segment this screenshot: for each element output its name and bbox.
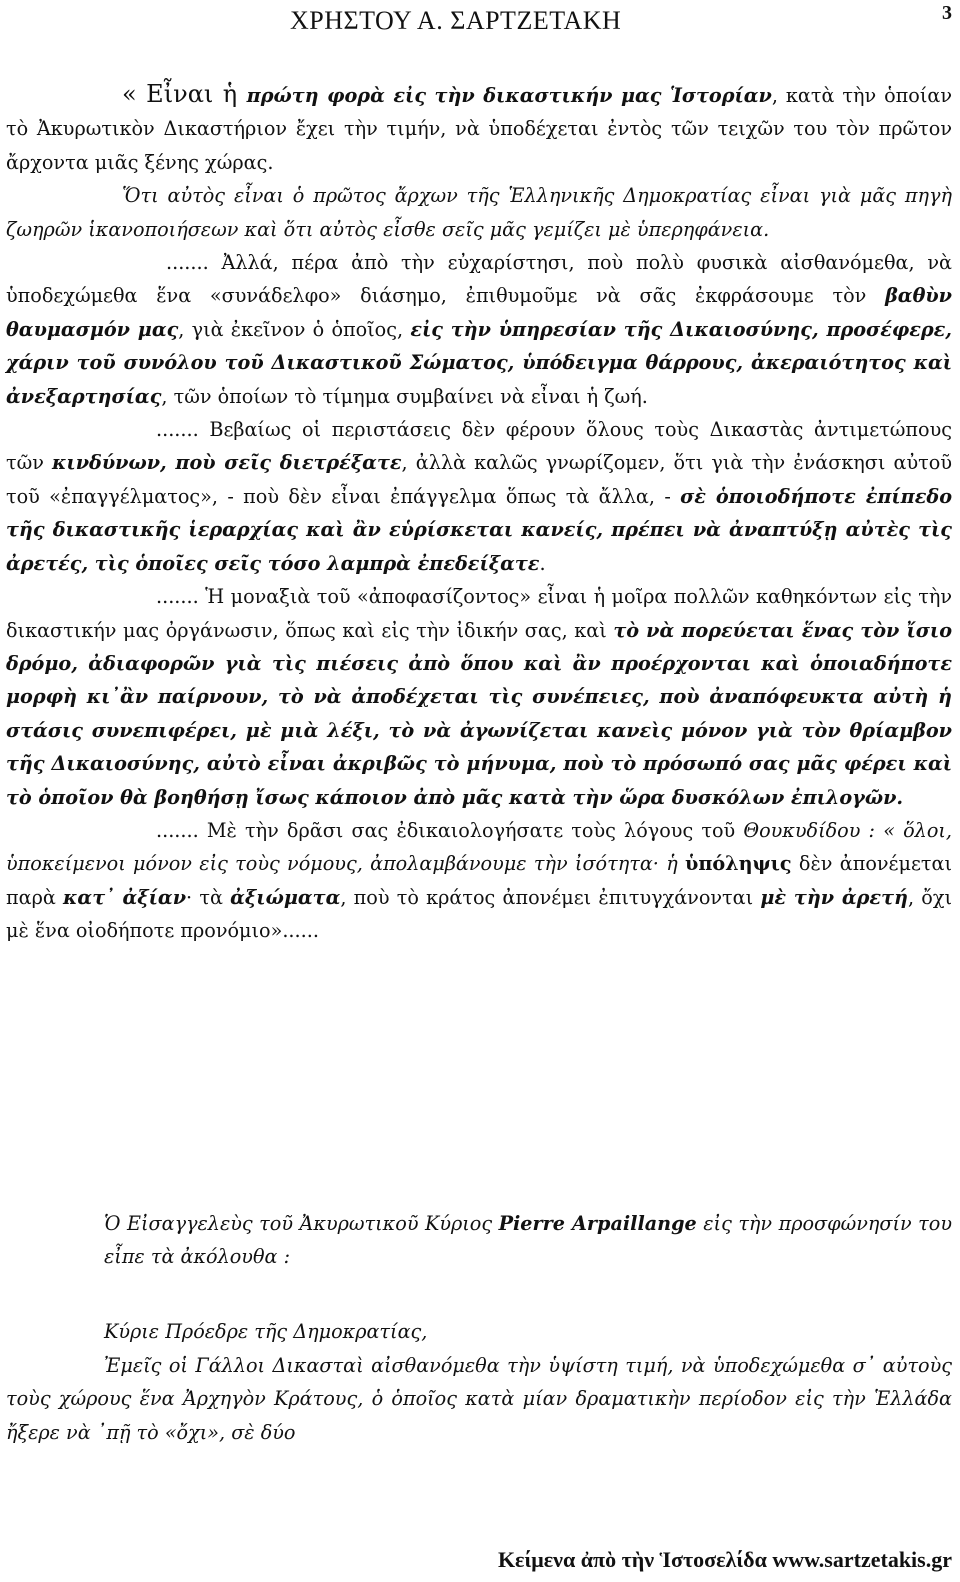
text-run: ....... Μὲ τὴν δρᾶσι σας ἐδικαιολογήσατε τοὺς λόγους τοῦ [156,818,744,842]
text-run: ....... Βεβαίως οἱ περιστάσεις δὲν φέρουν ὅλους τοὺς Δικαστὰς ἀντιμετώπους τῶν [6,418,952,475]
quote-text: Θουκυδίδου : « ὅλοι, ὑποκείμενοι μόνον εἰς τοὺς νόμους, ἀπολαμβάνουμε τὴν ἰσότητα· ἡ [6,818,952,876]
emphasis-text: ἀξιώματα [230,885,341,909]
paragraph-2: Ὅτι αὐτὸς εἶναι ὁ πρῶτος ἄρχων τῆς Ἑλληνικῆς Δημοκρατίας εἶναι γιὰ μᾶς πηγὴ ζωηρῶν ἱκανοποιήσεων καὶ ὅτι αὐτὸς εἶσθε σεῖς μᾶς γεμίζει μὲ ὑπερηφάνεια. [6,184,952,241]
document-body [6,78,952,948]
text-run: , ἀλλὰ καλῶς γνωρίζομεν, ὅτι γιὰ τὴν ἐνάσκησι αὐτοῦ τοῦ «ἐπαγγέλματος», - ποὺ δὲν εἶναι ἐπάγγελμα ὅπως τὰ ἄλλα, - [6,451,952,508]
text-run: · τὰ [186,885,231,909]
text-run: , κατὰ τὴν ὁποίαν τὸ Ἀκυρωτικὸν Δικαστήριον ἔχει τὴν τιμήν, νὰ ὑποδέχεται ἐντὸς τῶν τειχῶν του τὸν πρῶτον ἄρχοντα μιᾶς ξένης χώρας. [6,84,952,174]
text-run: « Εἶναι ἡ [122,80,247,108]
emphasis-text: σὲ ὁποιοδήποτε ἐπίπεδο τῆς δικαστικῆς ἱεραρχίας καὶ ἂν εὑρίσκεται κανείς, πρέπει νὰ ἀναπτύξῃ αὐτὲς τὶς ἀρετές, τὶς ὁποῖες σεῖς τόσο λαμπρὰ ἐπεδείξατε [6,484,952,575]
page-number: 3 [942,2,952,24]
emphasis-text: κινδύνων, ποὺ σεῖς διετρέξατε [52,451,402,475]
speech-intro [104,1207,952,1274]
text-run: ....... Ἀλλά, πέρα ἀπὸ τὴν εὐχαρίστησι, ποὺ πολὺ φυσικὰ αἰσθανόμεθα, νὰ ὑποδεχώμεθα ἕνα «συνάδελφο» διάσημο, ἐπιθυμοῦμε νὰ σᾶς ἐκφράσουμε τὸν [6,251,952,308]
page-footer: Κείμενα ἀπὸ τὴν Ἱστοσελίδα www.sartzetakis.gr [497,1547,952,1572]
text-run: , ὄχι μὲ ἕνα οἰοδήποτε προνόμιο»...... [6,885,953,943]
emphasis-text: εἰς τὴν ὑπηρεσίαν τῆς Δικαιοσύνης, προσέφερε, χάριν τοῦ συνόλου τοῦ Δικαστικοῦ Σώματος, ὑπόδειγμα θάρρους, ἀκεραιότητος καὶ ἀνεξαρτησίας [6,317,952,408]
text-run: , γιὰ ἐκεῖνον ὁ ὁποῖος, [178,317,411,341]
emphasis-text: τὸ νὰ πορεύεται ἕνας τὸν ἴσιο δρόμο, ἀδιαφορῶν γιὰ τὶς πιέσεις ἀπὸ ὅπου καὶ ἂν προέρχονται καὶ ὁποιαδήποτε μορφὴ κι᾽ἂν παίρνουν, τὸ νὰ ἀποδέχεται τὶς συνέπειες, ποὺ ἀναπόφευκτα αὐτὴ ἡ στάσις συνεπιφέρει, μὲ μιὰ λέξι, τὸ νὰ ἀγωνίζεται κανεὶς μόνον γιὰ τὸν θρίαμβον τῆς Δικαιοσύνης, αὐτὸ εἶναι ἀκριβῶς τὸ μήνυμα, ποὺ τὸ πρόσωπό σας μᾶς φέρει καὶ τὸ ὁποῖον θὰ βοηθήσῃ ἴσως κάποιον ἀπὸ μᾶς κατὰ τὴν ὥρα δυσκόλων ἐπιλογῶν. [6,618,952,809]
salutation: Κύριε Πρόεδρε τῆς Δημοκρατίας, [104,1320,428,1343]
emphasis-text: βαθὺν θαυμασμόν μας [6,284,952,341]
paragraph-6 [6,814,952,948]
text-run: , ποὺ τὸ κράτος ἀπονέμει ἐπιτυγχάνονται [340,885,761,909]
emphasis-text: μὲ τὴν ἀρετή [760,885,908,909]
text-run: , τῶν ὁποίων τὸ τίμημα συμβαίνει νὰ εἶναι ἡ ζωή. [161,384,648,408]
paragraph-5 [6,580,952,814]
text-run: δὲν ἀπονέμεται παρὰ [6,852,952,909]
text-run: . [539,551,546,575]
speaker-name: Pierre Arpaillange [498,1212,697,1235]
emphasis-text: ὑπόληψις [685,852,792,876]
page-header [0,2,960,36]
final-paragraph-text: Ἐμεῖς οἱ Γάλλοι Δικασταὶ αἰσθανόμεθα τὴν ὑψίστη τιμή, νὰ ὑποδεχώμεθα σ᾽ αὐτοὺς τοὺς χώρους ἕνα Ἀρχηγὸν Κράτους, ὁ ὁποῖος κατὰ μίαν δραματικὴν περίοδον εἰς τὴν Ἑλλάδα ἤξερε νὰ ᾽πῇ τὸ «ὄχι», σὲ δύο [6,1354,952,1444]
paragraph-1 [6,78,952,179]
paragraph-3 [6,246,952,413]
emphasis-text: κατ᾽ ἀξίαν [63,885,187,909]
header-title: ΧΡΗΣΤΟΥ Α. ΣΑΡΤΖΕΤΑΚΗ [290,6,622,35]
text-run: Ὁ Εἰσαγγελεὺς τοῦ Ἀκυρωτικοῦ Κύριος [104,1212,499,1235]
emphasis-text: πρώτη φορὰ εἰς τὴν δικαστικήν μας Ἱστορίαν [246,84,772,107]
text-run: ....... Ἡ μοναξιὰ τοῦ «ἀποφασίζοντος» εἶναι ἡ μοῖρα πολλῶν καθηκόντων εἰς τὴν δικαστικήν μας ὀργάνωσιν, ὅπως καὶ εἰς τὴν ἰδικήν σας, καὶ [6,585,952,642]
paragraph-4 [6,413,952,580]
final-paragraph [6,1349,952,1449]
text-run: εἰς τὴν προσφώνησίν του εἶπε τὰ ἀκόλουθα : [104,1212,952,1269]
